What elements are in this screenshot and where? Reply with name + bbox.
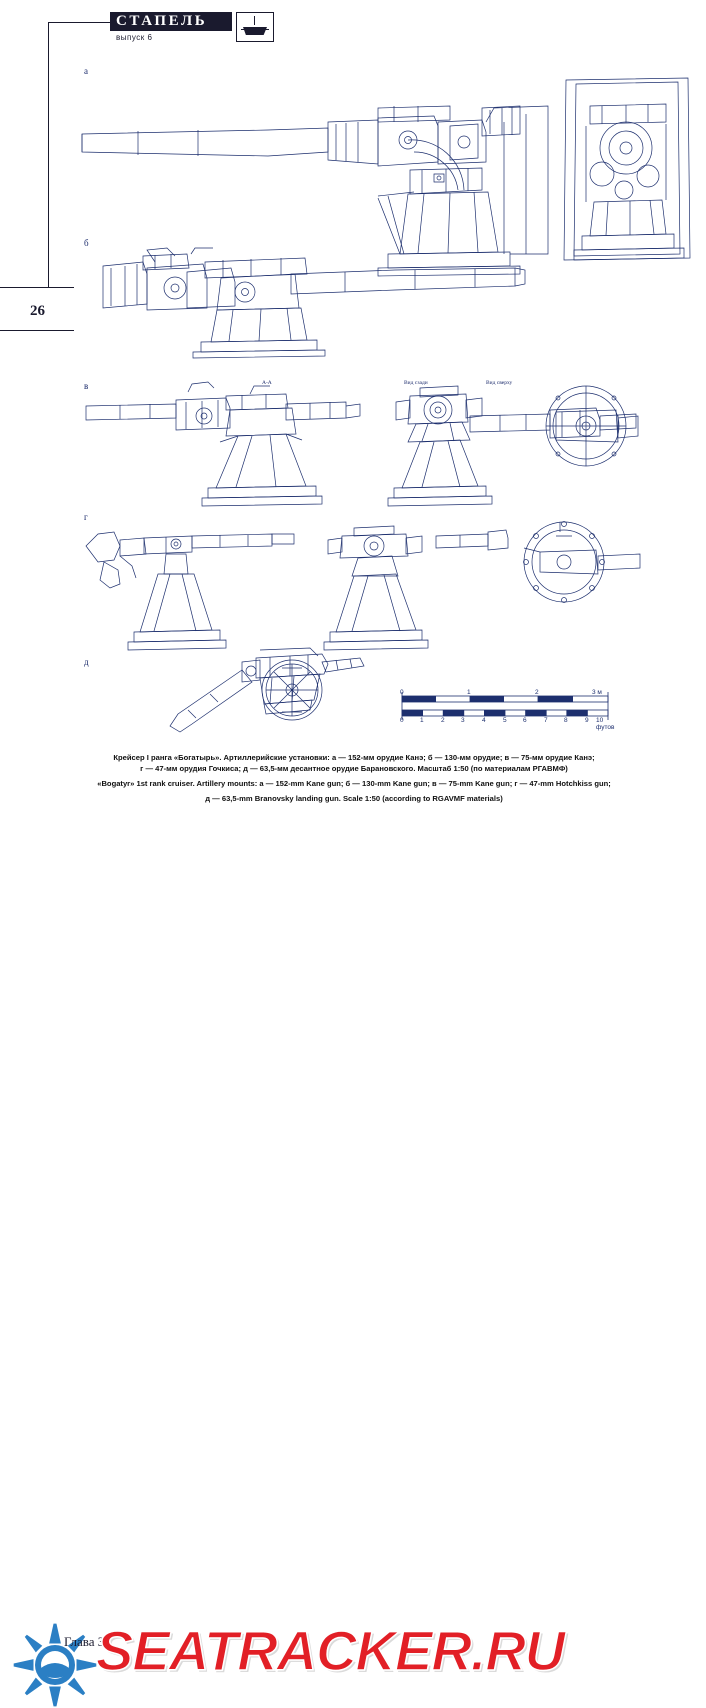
drawing-note-top-view: Вид сверху bbox=[486, 380, 513, 386]
emblem-hull bbox=[243, 27, 267, 35]
scale-imperial-tick-6: 6 bbox=[523, 717, 527, 724]
margin-rule-vertical bbox=[48, 22, 49, 287]
scale-imperial-tick-5: 5 bbox=[503, 717, 507, 724]
scale-imperial-tick-0: 0 bbox=[400, 717, 404, 724]
drawing-635mm-baranovsky-gun bbox=[160, 648, 380, 744]
drawing-75mm-top-barrel bbox=[470, 400, 640, 450]
scale-imperial-tick-4: 4 bbox=[482, 717, 486, 724]
drawing-152mm-kane-gun bbox=[78, 78, 638, 228]
ship-emblem-icon bbox=[236, 12, 274, 42]
page-number: 26 bbox=[30, 303, 45, 319]
scale-metric-tick-1: 1 bbox=[467, 689, 471, 696]
scale-imperial-tick-2: 2 bbox=[441, 717, 445, 724]
footer bbox=[0, 806, 706, 1682]
emblem-mast bbox=[254, 16, 255, 25]
logo-issue: выпуск 6 bbox=[116, 33, 153, 42]
figure-label-b: б bbox=[84, 238, 89, 248]
page-number-rule-top bbox=[0, 287, 74, 288]
publication-logo bbox=[110, 12, 272, 46]
scale-metric-tick-3: 3 м bbox=[592, 689, 602, 696]
scale-imperial-tick-8: 8 bbox=[564, 717, 568, 724]
site-watermark: SEATRACKER.RU bbox=[96, 1619, 565, 1682]
figure-label-a: а bbox=[84, 66, 88, 76]
scale-metric-tick-0: 0 bbox=[400, 689, 404, 696]
drawing-note-rear-view: Вид сзади bbox=[404, 380, 428, 386]
figure-label-v: в bbox=[84, 381, 89, 391]
scale-imperial-tick-3: 3 bbox=[461, 717, 465, 724]
figure-label-g: г bbox=[84, 512, 88, 522]
scale-imperial-tick-7: 7 bbox=[544, 717, 548, 724]
drawing-47mm-hotchkiss-gun bbox=[80, 518, 640, 648]
header-rule bbox=[48, 22, 112, 23]
caption-en-line-1: «Bogatyr» 1st rank cruiser. Artillery mounts: a — 152-mm Kane gun; б — 130-mm Kane gun; в — 75-mm Kane gun; г — 47-mm Hotchkiss gun; bbox=[97, 779, 611, 788]
figure-caption bbox=[58, 752, 650, 804]
logo-title: СТАПЕЛЬ bbox=[116, 13, 208, 29]
drawing-130mm-gun bbox=[95, 248, 565, 358]
scale-imperial-tick-9: 9 bbox=[585, 717, 589, 724]
drawing-47mm-barrel-detail bbox=[436, 524, 516, 554]
caption-ru-line-2: г — 47-мм орудия Гочкиса; д — 63,5-мм десантное орудие Барановского. Масштаб 1:50 (по материалам РГАВМФ) bbox=[140, 764, 568, 773]
scale-imperial-tick-1: 1 bbox=[420, 717, 424, 724]
drawing-note-a-a: А-А bbox=[262, 380, 272, 386]
figure-label-d: д bbox=[84, 657, 89, 667]
scale-metric-tick-2: 2 bbox=[535, 689, 539, 696]
caption-en-line-2: д — 63,5-mm Branovsky landing gun. Scale 1:50 (according to RGAVMF materials) bbox=[205, 794, 503, 803]
chapter-label: Глава 3 bbox=[64, 1634, 105, 1649]
page-number-rule-bottom bbox=[0, 330, 74, 331]
scale-bar bbox=[400, 689, 620, 731]
caption-ru-line-1: Крейсер I ранга «Богатырь». Артиллерийские установки: а — 152-мм орудие Канэ; б — 130-мм орудие; в — 75-мм орудие Канэ; bbox=[113, 753, 595, 762]
scale-imperial-tick-10: 10 футов bbox=[596, 717, 615, 731]
